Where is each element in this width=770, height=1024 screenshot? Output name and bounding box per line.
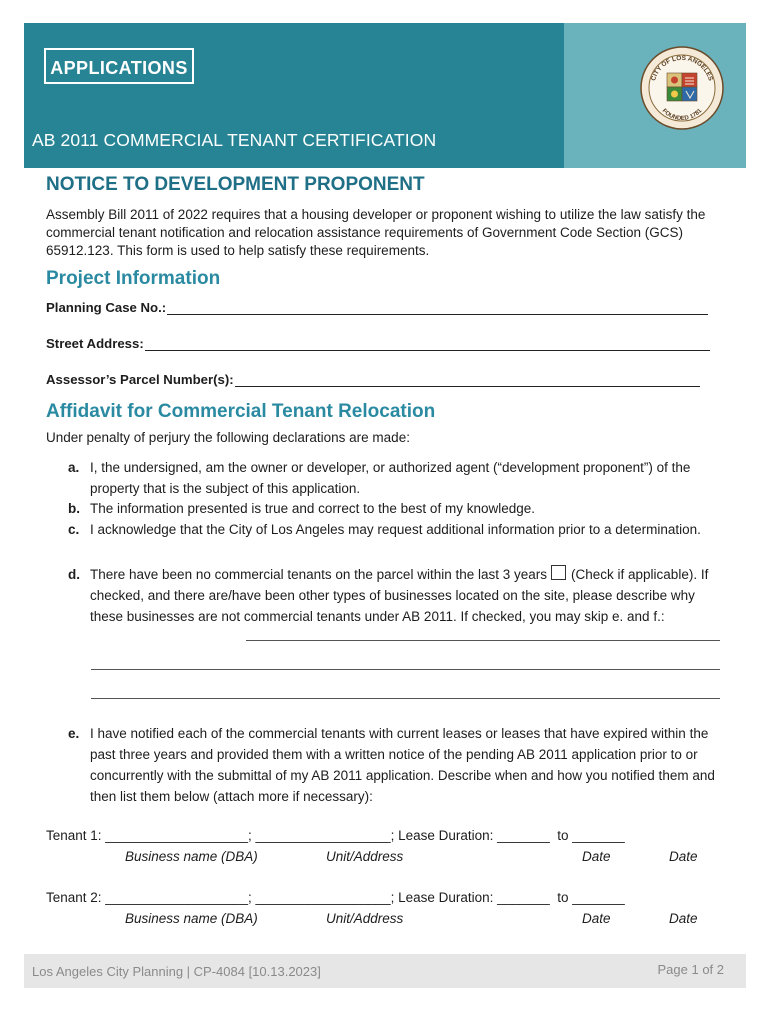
footer-doc-id: Los Angeles City Planning | CP-4084 [10.13.2023] xyxy=(32,964,321,979)
form-title: AB 2011 COMMERCIAL TENANT CERTIFICATION xyxy=(32,130,437,150)
declaration-c xyxy=(68,519,728,540)
affidavit-heading: Affidavit for Commercial Tenant Relocation xyxy=(46,401,436,422)
declaration-a xyxy=(68,457,728,499)
declaration-e xyxy=(68,723,728,807)
street-address-input-line[interactable] xyxy=(145,336,710,351)
tenant-row-1[interactable]: Tenant 1: ___________________; __________________; Lease Duration: _______ to _______ xyxy=(46,828,625,843)
declaration-b-text: The information presented is true and correct to the best of my knowledge. xyxy=(90,501,535,516)
tenant-2-end-date-caption: Date xyxy=(669,911,698,926)
city-seal-icon xyxy=(640,46,724,130)
d-answer-line-2[interactable] xyxy=(91,669,720,670)
tenant-1-unit-caption: Unit/Address xyxy=(326,849,404,864)
street-address-label: Street Address: xyxy=(46,336,144,351)
d-answer-line-3[interactable] xyxy=(91,698,720,699)
tenant-1-business-caption: Business name (DBA) xyxy=(125,849,258,864)
planning-case-field xyxy=(46,300,708,315)
apn-label: Assessor’s Parcel Number(s): xyxy=(46,372,234,387)
planning-case-label: Planning Case No.: xyxy=(46,300,167,315)
affidavit-intro: Under penalty of perjury the following declarations are made: xyxy=(46,430,410,445)
declaration-e-text: I have notified each of the commercial tenants with current leases or leases that have expired within the past three years and provided them with a written notice of the pending AB 2011 application prior to or concurrently with the submittal of my AB 2011 application. Describe when and how you notified them and then list them below (attach more if necessary): xyxy=(90,726,715,804)
project-info-heading: Project Information xyxy=(46,268,221,289)
no-tenants-checkbox[interactable] xyxy=(551,565,566,580)
declaration-d-text-2: (Check if applicable). If checked, and there are/have been other types of businesses located on the site, please describe why these businesses are not commercial tenants under AB 2011. If checked, you may skip e. and f.: xyxy=(90,567,709,624)
page-number: Page 1 of 2 xyxy=(657,962,724,977)
declaration-d xyxy=(68,564,728,627)
declaration-a-text: I, the undersigned, am the owner or developer, or authorized agent (“development proponent”) of the property that is the subject of this application. xyxy=(90,460,691,496)
seal-bottom-text: FOUNDED 1781 xyxy=(660,108,704,123)
page-footer xyxy=(24,954,746,988)
d-answer-line-1[interactable] xyxy=(246,640,720,641)
tenant-1-start-date-caption: Date xyxy=(582,849,611,864)
apn-field xyxy=(46,372,700,387)
apn-input-line[interactable] xyxy=(235,372,700,387)
declaration-d-key: d. xyxy=(68,567,80,582)
declaration-a-key: a. xyxy=(68,460,80,475)
tenant-2-start-date-caption: Date xyxy=(582,911,611,926)
tenant-row-2[interactable]: Tenant 2: ___________________; __________________; Lease Duration: _______ to _______ xyxy=(46,890,625,905)
tenant-2-business-caption: Business name (DBA) xyxy=(125,911,258,926)
street-address-field xyxy=(46,336,710,351)
declaration-b xyxy=(68,498,728,519)
tenant-2-unit-caption: Unit/Address xyxy=(326,911,404,926)
notice-heading: NOTICE TO DEVELOPMENT PROPONENT xyxy=(46,174,425,195)
declaration-c-key: c. xyxy=(68,522,80,537)
seal-top-text: CITY OF LOS ANGELES xyxy=(650,54,714,82)
declaration-b-key: b. xyxy=(68,501,80,516)
declaration-d-text-1: There have been no commercial tenants on the parcel within the last 3 years xyxy=(90,567,548,582)
declaration-c-text: I acknowledge that the City of Los Angeles may request additional information prior to a determination. xyxy=(90,522,701,537)
notice-body: Assembly Bill 2011 of 2022 requires that a housing developer or proponent wishing to utilize the law satisfy the commercial tenant notification and relocation assistance requirements of Government Code Section (GCS) 65912.123. This form is used to help satisfy these requirements. xyxy=(46,207,706,258)
planning-case-input-line[interactable] xyxy=(167,300,708,315)
applications-badge: APPLICATIONS xyxy=(44,48,194,84)
tenant-1-end-date-caption: Date xyxy=(669,849,698,864)
declaration-e-key: e. xyxy=(68,726,80,741)
